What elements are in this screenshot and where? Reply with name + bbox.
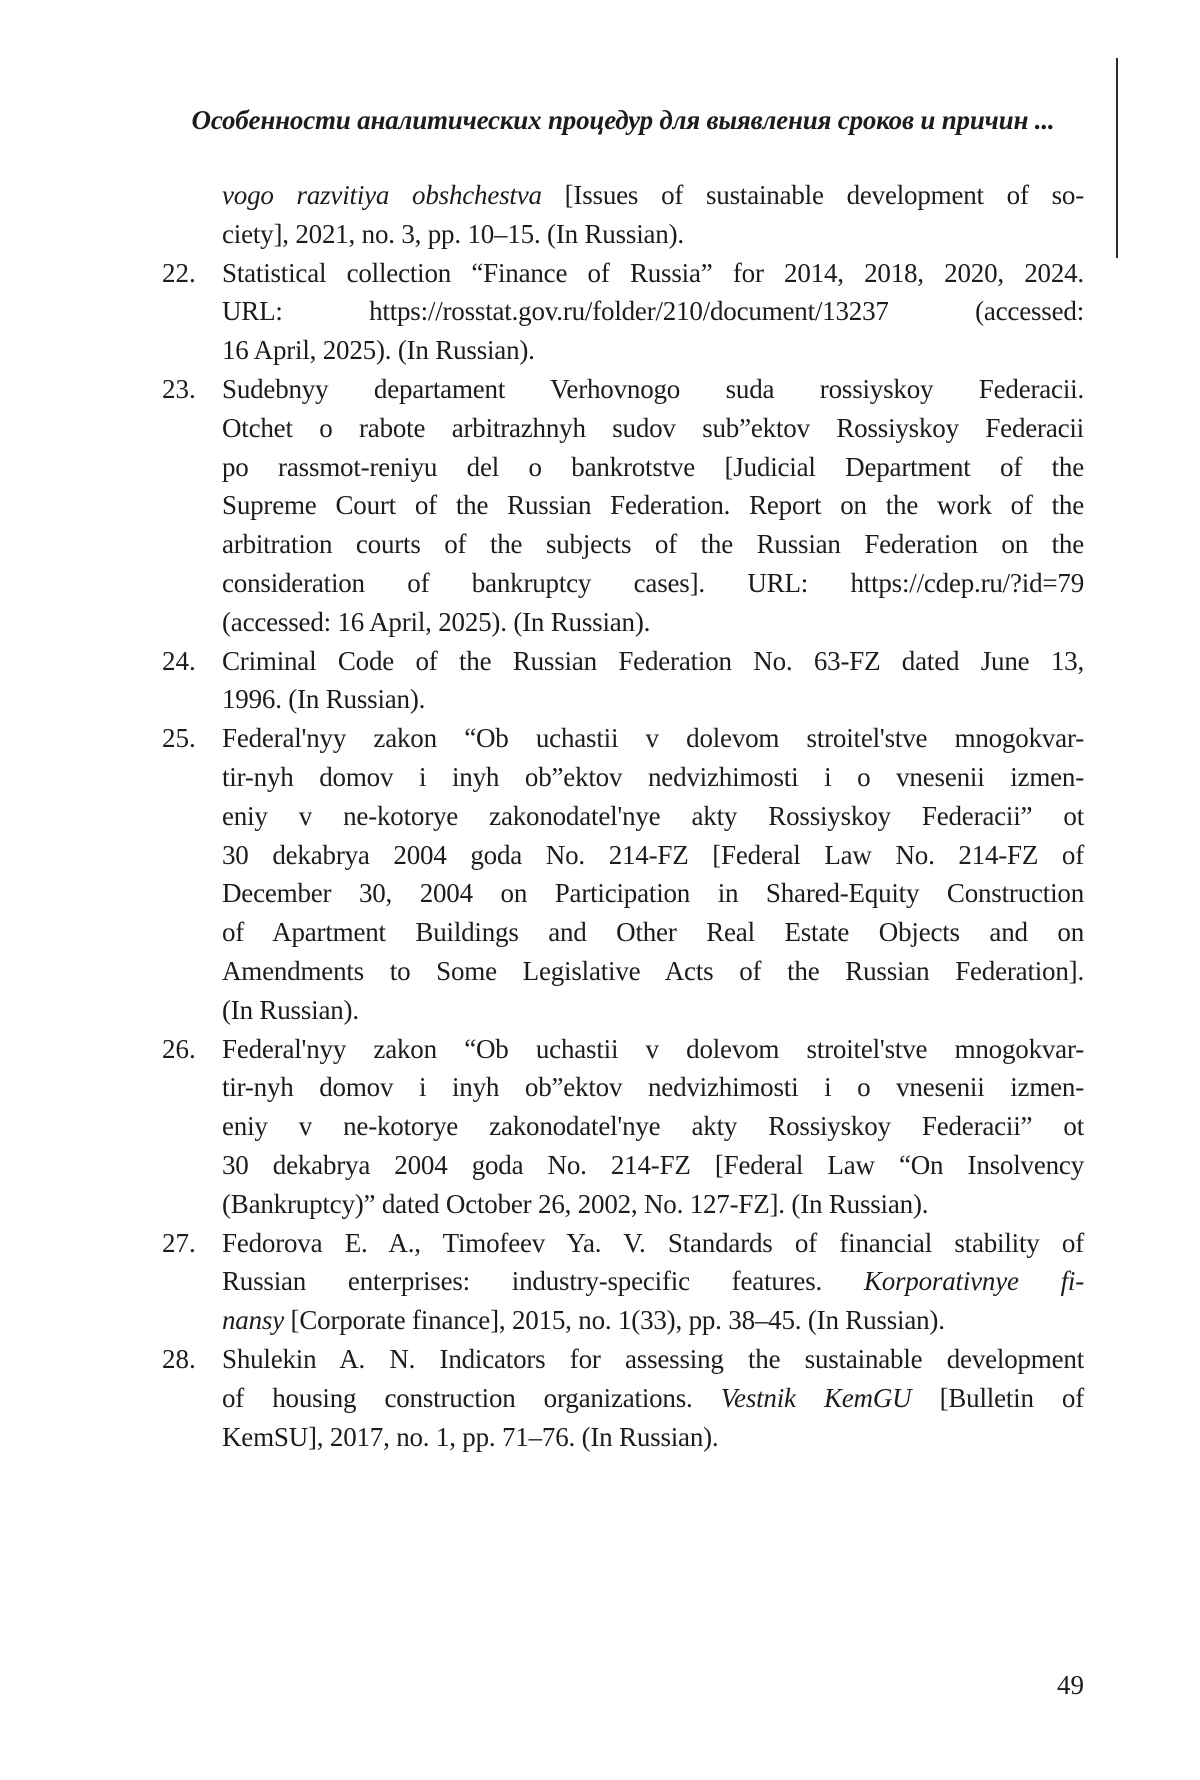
- reference-line: [222, 1030, 1084, 1069]
- plain-text: 30 dekabrya 2004 goda No. 214-FZ [Federal Law No. 214-FZ of: [222, 839, 1084, 870]
- reference-text: [222, 719, 1084, 1029]
- reference-line: [222, 254, 1084, 293]
- plain-text: of Apartment Buildings and Other Real Estate Objects and on: [222, 917, 1084, 948]
- reference-line: [222, 1418, 1084, 1457]
- reference-item: [162, 1224, 1084, 1340]
- plain-text: 1996. (In Russian).: [222, 684, 426, 715]
- plain-text: URL: https://rosstat.gov.ru/folder/210/document/13237 (accessed:: [222, 296, 1084, 327]
- reference-text: [222, 642, 1084, 720]
- reference-number: 27.: [162, 1227, 196, 1258]
- plain-text: Federal'nyy zakon “Ob uchastii v dolevom stroitel'stve mnogokvar-: [222, 723, 1084, 754]
- plain-text: 30 dekabrya 2004 goda No. 214-FZ [Federal Law “On Insolvency: [222, 1149, 1084, 1180]
- plain-text: Amendments to Some Legislative Acts of the Russian Federation].: [222, 955, 1084, 986]
- reference-text: [222, 1340, 1084, 1456]
- plain-text: arbitration courts of the subjects of the Russian Federation on the: [222, 529, 1084, 560]
- reference-line: [222, 952, 1084, 991]
- reference-line: [222, 603, 1084, 642]
- reference-line: [222, 525, 1084, 564]
- reference-text: [222, 370, 1084, 642]
- reference-line: [222, 874, 1084, 913]
- reference-line: [222, 836, 1084, 875]
- reference-number: 24.: [162, 645, 196, 676]
- reference-line: [222, 991, 1084, 1030]
- plain-text: of housing construction organizations.: [222, 1382, 721, 1413]
- reference-number: 26.: [162, 1033, 196, 1064]
- italic-text: Vestnik KemGU: [720, 1382, 912, 1413]
- plain-text: Criminal Code of the Russian Federation No. 63-FZ dated June 13,: [222, 645, 1084, 676]
- reference-line: [222, 331, 1084, 370]
- margin-rule: [1116, 58, 1118, 258]
- reference-text: [222, 176, 1084, 254]
- reference-line: [222, 1107, 1084, 1146]
- italic-text: Korporativnye fi-: [863, 1266, 1084, 1297]
- reference-line: [222, 1379, 1084, 1418]
- references-list: [162, 176, 1084, 1456]
- plain-text: Sudebnyy departament Verhovnogo suda rossiyskoy Federacii.: [222, 373, 1084, 404]
- reference-line: [222, 642, 1084, 681]
- plain-text: Statistical collection “Finance of Russia” for 2014, 2018, 2020, 2024.: [222, 257, 1084, 288]
- reference-item: [162, 1340, 1084, 1456]
- plain-text: [Bulletin of: [911, 1382, 1084, 1413]
- plain-text: Otchet o rabote arbitrazhnyh sudov sub”ektov Rossiyskoy Federacii: [222, 412, 1084, 443]
- plain-text: ciety], 2021, no. 3, pp. 10–15. (In Russian).: [222, 218, 684, 249]
- reference-line: [222, 1301, 1084, 1340]
- plain-text: tir-nyh domov i inyh ob”ektov nedvizhimosti i o vnesenii izmen-: [222, 761, 1084, 792]
- reference-line: [222, 1146, 1084, 1185]
- reference-number: [162, 176, 222, 254]
- plain-text: Russian enterprises: industry-specific features.: [222, 1266, 864, 1297]
- reference-number: 28.: [162, 1343, 196, 1374]
- plain-text: (Bankruptcy)” dated October 26, 2002, No. 127-FZ]. (In Russian).: [222, 1188, 929, 1219]
- reference-item: [162, 370, 1084, 642]
- reference-line: [222, 370, 1084, 409]
- reference-line: [222, 215, 1084, 254]
- plain-text: [Corporate finance], 2015, no. 1(33), pp. 38–45. (In Russian).: [284, 1305, 945, 1336]
- plain-text: Federal'nyy zakon “Ob uchastii v dolevom stroitel'stve mnogokvar-: [222, 1033, 1084, 1064]
- reference-number: 25.: [162, 723, 196, 754]
- reference-text: [222, 254, 1084, 370]
- reference-line: [222, 797, 1084, 836]
- plain-text: December 30, 2004 on Participation in Shared-Equity Construction: [222, 878, 1084, 909]
- reference-line: [222, 1185, 1084, 1224]
- reference-line: [222, 409, 1084, 448]
- plain-text: consideration of bankruptcy cases]. URL: https://cdep.ru/?id=79: [222, 567, 1084, 598]
- plain-text: Fedorova E. A., Timofeev Ya. V. Standards of financial stability of: [222, 1227, 1084, 1258]
- reference-line: [222, 758, 1084, 797]
- page-number: 49: [1057, 1670, 1084, 1700]
- reference-line: [222, 176, 1084, 215]
- reference-line: [222, 1262, 1084, 1301]
- reference-line: [222, 1224, 1084, 1263]
- reference-line: [222, 564, 1084, 603]
- plain-text: (accessed: 16 April, 2025). (In Russian).: [222, 606, 651, 637]
- reference-line: [222, 1068, 1084, 1107]
- plain-text: Supreme Court of the Russian Federation. Report on the work of the: [222, 490, 1084, 521]
- reference-line: [222, 680, 1084, 719]
- reference-line: [222, 486, 1084, 525]
- reference-line: [222, 448, 1084, 487]
- reference-item: [162, 1030, 1084, 1224]
- reference-item: [162, 642, 1084, 720]
- reference-item: [162, 719, 1084, 1029]
- reference-item: [162, 254, 1084, 370]
- reference-line: [222, 719, 1084, 758]
- plain-text: po rassmot-reniyu del o bankrotstve [Judicial Department of the: [222, 451, 1084, 482]
- italic-text: vogo razvitiya obshchestva: [222, 180, 542, 210]
- plain-text: (In Russian).: [222, 994, 359, 1025]
- plain-text: eniy v ne-kotorye zakonodatel'nye akty Rossiyskoy Federacii” ot: [222, 1111, 1084, 1142]
- plain-text: Shulekin A. N. Indicators for assessing the sustainable development: [222, 1343, 1084, 1374]
- reference-line: [222, 292, 1084, 331]
- reference-line: [222, 913, 1084, 952]
- reference-text: [222, 1030, 1084, 1224]
- reference-number: 22.: [162, 257, 196, 288]
- running-header: Особенности аналитических процедур для выявления сроков и причин ...: [191, 105, 1055, 135]
- italic-text: nansy: [222, 1305, 284, 1336]
- reference-line: [222, 1340, 1084, 1379]
- plain-text: [Issues of sustainable development of so-: [541, 180, 1084, 210]
- plain-text: 16 April, 2025). (In Russian).: [222, 335, 535, 366]
- reference-number: 23.: [162, 373, 196, 404]
- plain-text: tir-nyh domov i inyh ob”ektov nedvizhimosti i o vnesenii izmen-: [222, 1072, 1084, 1103]
- reference-item: [162, 176, 1084, 254]
- plain-text: KemSU], 2017, no. 1, pp. 71–76. (In Russian).: [222, 1421, 719, 1452]
- reference-text: [222, 1224, 1084, 1340]
- plain-text: eniy v ne-kotorye zakonodatel'nye akty Rossiyskoy Federacii” ot: [222, 800, 1084, 831]
